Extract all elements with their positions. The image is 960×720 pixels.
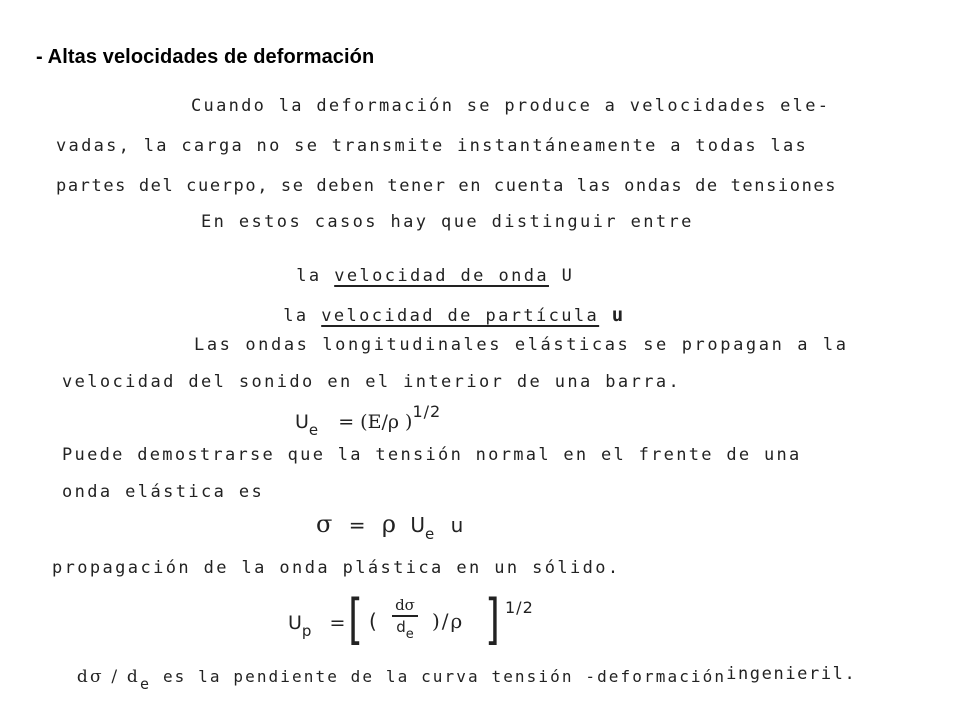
paragraph3-line1: Puede demostrarse que la tensión normal en el frente de una [62,445,802,465]
particle-velocity-item [258,289,626,325]
paragraph2-line1: Las ondas longitudinales elásticas se propagan a la [194,335,849,355]
particle-velocity-prefix: la [283,306,322,326]
eq3-fraction [392,596,418,642]
particle-velocity-term: velocidad de partícula [321,306,600,326]
eq3-left-bracket: [ [348,588,363,651]
eq2-sigma: σ [316,510,333,538]
eq2-rho: ρ [381,510,396,538]
equation-plastic-wave-velocity [288,600,346,640]
eq3-fraction-bar [392,615,418,617]
eq3-lhs: U [288,612,302,634]
particle-velocity-symbol: u [611,304,626,326]
eq2-equals: = [348,513,366,537]
distinguish-intro: En estos casos hay que distinguir entre [201,212,694,232]
wave-velocity-symbol: U [548,266,575,286]
paragraph3-line2: onda elástica es [62,482,265,502]
paragraph1-line3: partes del cuerpo, se deben tener en cuenta las ondas de tensiones [56,176,838,196]
section-title: - Altas velocidades de deformación [36,46,375,68]
wave-velocity-term: velocidad de onda [334,266,549,286]
eq2-U-subscript: e [424,525,435,543]
eq1-lhs: U [295,411,309,433]
equation-elastic-wave-velocity [295,402,442,439]
footer-derivative-subscript: e [139,675,152,693]
wave-velocity-prefix: la [296,266,335,286]
paragraph2-line2: velocidad del sonido en el interior de una barra. [62,372,682,392]
eq3-lhs-subscript: p [301,622,312,640]
equation-normal-stress [316,510,464,543]
paragraph1-line1: Cuando la deformación se produce a velocidades ele- [191,96,831,116]
footer-tail: ingenieril. [726,664,857,684]
paragraph1-line2: vadas, la carga no se transmite instantáneamente a todas las [56,136,809,156]
eq1-exponent: 1/2 [412,402,442,421]
eq3-fraction-denominator: de [396,617,414,642]
footer-derivative: dσ / d [76,667,140,687]
eq1-lhs-subscript: e [308,421,319,439]
wave-velocity-item [271,251,574,285]
eq1-rhs: = (E/ρ ) [338,411,413,433]
eq2-u: u [450,513,464,537]
footer-text: es la pendiente de la curva tensión -deformación [151,667,727,686]
eq3-fraction-numerator: dσ [395,596,415,614]
eq3-after-fraction: )/ρ [432,609,465,633]
footer-line [52,652,857,693]
eq3-open-paren: ( [369,609,377,633]
eq3-exponent: 1/2 [505,598,534,617]
eq3-equals: = [329,612,346,634]
paragraph4-line1: propagación de la onda plástica en un sólido. [52,558,621,578]
eq3-right-bracket: ] [485,588,500,651]
eq2-U: U [410,513,425,537]
